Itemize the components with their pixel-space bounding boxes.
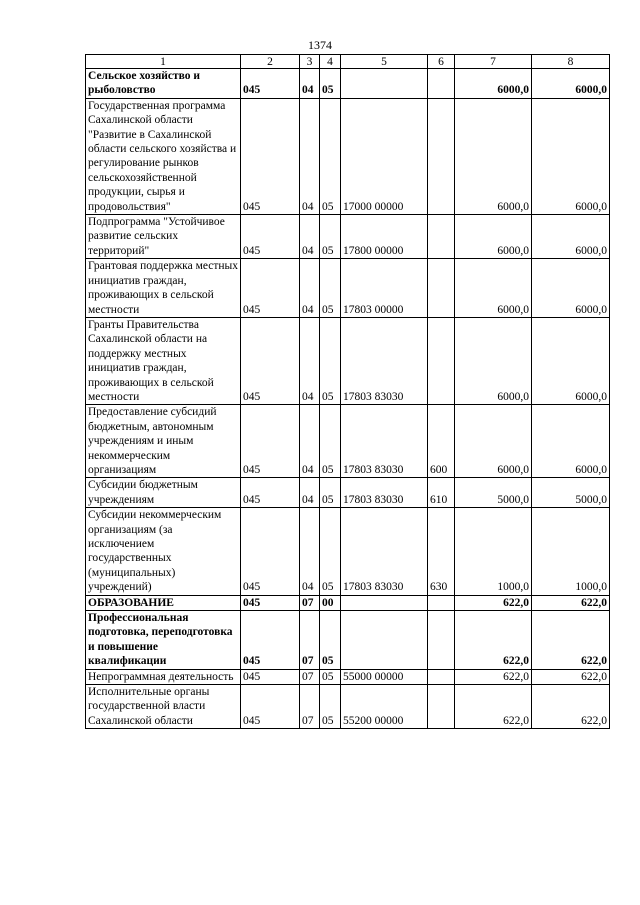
row-name-cell: Предоставление субсидий бюджетным, автономным учреждениям и иным некоммерческим организациям [86, 405, 241, 478]
target-article-cell: 17803 00000 [341, 259, 428, 318]
table-row [86, 317, 610, 404]
table-row [86, 259, 610, 318]
row-name-cell: Подпрограмма "Устойчивое развитие сельских территорий" [86, 215, 241, 259]
subsection-code-cell: 05 [320, 478, 341, 508]
amount-cell-7: 1000,0 [455, 508, 532, 595]
target-article-cell: 17000 00000 [341, 98, 428, 214]
column-header: 3 [300, 55, 320, 69]
amount-cell-7: 6000,0 [455, 215, 532, 259]
subsection-code-cell: 05 [320, 685, 341, 729]
table-row [86, 478, 610, 508]
amount-cell-8: 6000,0 [532, 317, 610, 404]
amount-cell-7: 6000,0 [455, 69, 532, 99]
ministry-code-cell: 045 [241, 611, 300, 670]
table-row [86, 405, 610, 478]
amount-cell-8: 622,0 [532, 595, 610, 610]
target-article-cell: 17803 83030 [341, 405, 428, 478]
amount-cell-7: 622,0 [455, 685, 532, 729]
subsection-code-cell: 05 [320, 259, 341, 318]
ministry-code-cell: 045 [241, 595, 300, 610]
target-article-cell [341, 611, 428, 670]
section-code-cell: 04 [300, 478, 320, 508]
table-row [86, 669, 610, 684]
subsection-code-cell: 05 [320, 669, 341, 684]
table-row [86, 215, 610, 259]
ministry-code-cell: 045 [241, 259, 300, 318]
expense-type-cell: 600 [428, 405, 455, 478]
table-row [86, 685, 610, 729]
section-code-cell: 04 [300, 508, 320, 595]
table-header-row [86, 55, 610, 69]
amount-cell-7: 622,0 [455, 611, 532, 670]
row-name-cell: Субсидии некоммерческим организациям (за исключением государственных (муниципальных) учреждений) [86, 508, 241, 595]
amount-cell-8: 622,0 [532, 611, 610, 670]
amount-cell-7: 622,0 [455, 595, 532, 610]
column-header: 8 [532, 55, 610, 69]
amount-cell-8: 6000,0 [532, 98, 610, 214]
subsection-code-cell: 05 [320, 405, 341, 478]
column-header: 2 [241, 55, 300, 69]
table-row [86, 69, 610, 99]
section-code-cell: 07 [300, 611, 320, 670]
ministry-code-cell: 045 [241, 478, 300, 508]
amount-cell-7: 6000,0 [455, 259, 532, 318]
section-code-cell: 04 [300, 317, 320, 404]
section-code-cell: 07 [300, 669, 320, 684]
column-header: 7 [455, 55, 532, 69]
amount-cell-8: 6000,0 [532, 259, 610, 318]
target-article-cell: 55000 00000 [341, 669, 428, 684]
row-name-cell: ОБРАЗОВАНИЕ [86, 595, 241, 610]
row-name-cell: Непрограммная деятельность [86, 669, 241, 684]
table-row [86, 611, 610, 670]
subsection-code-cell: 00 [320, 595, 341, 610]
column-header: 6 [428, 55, 455, 69]
column-header: 5 [341, 55, 428, 69]
expense-type-cell: 630 [428, 508, 455, 595]
amount-cell-7: 6000,0 [455, 317, 532, 404]
page-number: 1374 [308, 38, 332, 52]
ministry-code-cell: 045 [241, 669, 300, 684]
amount-cell-8: 1000,0 [532, 508, 610, 595]
budget-table [85, 54, 610, 729]
subsection-code-cell: 05 [320, 215, 341, 259]
expense-type-cell [428, 595, 455, 610]
section-code-cell: 04 [300, 405, 320, 478]
target-article-cell: 17800 00000 [341, 215, 428, 259]
expense-type-cell [428, 215, 455, 259]
row-name-cell: Исполнительные органы государственной власти Сахалинской области [86, 685, 241, 729]
table-row [86, 508, 610, 595]
row-name-cell: Профессиональная подготовка, переподготовка и повышение квалификации [86, 611, 241, 670]
target-article-cell: 17803 83030 [341, 508, 428, 595]
expense-type-cell [428, 259, 455, 318]
section-code-cell: 04 [300, 69, 320, 99]
row-name-cell: Государственная программа Сахалинской области "Развитие в Сахалинской области сельского хозяйства и регулирование рынков сельскохозяйственной продукции, сырья и продовольствия" [86, 98, 241, 214]
target-article-cell [341, 595, 428, 610]
ministry-code-cell: 045 [241, 69, 300, 99]
amount-cell-8: 6000,0 [532, 69, 610, 99]
amount-cell-8: 5000,0 [532, 478, 610, 508]
subsection-code-cell: 05 [320, 508, 341, 595]
amount-cell-7: 5000,0 [455, 478, 532, 508]
amount-cell-7: 622,0 [455, 669, 532, 684]
ministry-code-cell: 045 [241, 98, 300, 214]
section-code-cell: 04 [300, 98, 320, 214]
subsection-code-cell: 05 [320, 611, 341, 670]
target-article-cell: 55200 00000 [341, 685, 428, 729]
table-row [86, 98, 610, 214]
subsection-code-cell: 05 [320, 69, 341, 99]
column-header: 4 [320, 55, 341, 69]
amount-cell-8: 6000,0 [532, 405, 610, 478]
expense-type-cell [428, 317, 455, 404]
subsection-code-cell: 05 [320, 317, 341, 404]
expense-type-cell [428, 69, 455, 99]
section-code-cell: 04 [300, 259, 320, 318]
target-article-cell: 17803 83030 [341, 317, 428, 404]
expense-type-cell [428, 98, 455, 214]
ministry-code-cell: 045 [241, 317, 300, 404]
target-article-cell: 17803 83030 [341, 478, 428, 508]
expense-type-cell [428, 685, 455, 729]
table-row [86, 595, 610, 610]
ministry-code-cell: 045 [241, 215, 300, 259]
section-code-cell: 07 [300, 595, 320, 610]
expense-type-cell: 610 [428, 478, 455, 508]
expense-type-cell [428, 669, 455, 684]
ministry-code-cell: 045 [241, 685, 300, 729]
expense-type-cell [428, 611, 455, 670]
row-name-cell: Субсидии бюджетным учреждениям [86, 478, 241, 508]
amount-cell-7: 6000,0 [455, 98, 532, 214]
row-name-cell: Грантовая поддержка местных инициатив граждан, проживающих в сельской местности [86, 259, 241, 318]
section-code-cell: 04 [300, 215, 320, 259]
target-article-cell [341, 69, 428, 99]
subsection-code-cell: 05 [320, 98, 341, 214]
amount-cell-8: 622,0 [532, 669, 610, 684]
row-name-cell: Гранты Правительства Сахалинской области на поддержку местных инициатив граждан, проживающих в сельской местности [86, 317, 241, 404]
amount-cell-8: 622,0 [532, 685, 610, 729]
section-code-cell: 07 [300, 685, 320, 729]
ministry-code-cell: 045 [241, 508, 300, 595]
column-header: 1 [86, 55, 241, 69]
row-name-cell: Сельское хозяйство и рыболовство [86, 69, 241, 99]
amount-cell-7: 6000,0 [455, 405, 532, 478]
ministry-code-cell: 045 [241, 405, 300, 478]
amount-cell-8: 6000,0 [532, 215, 610, 259]
